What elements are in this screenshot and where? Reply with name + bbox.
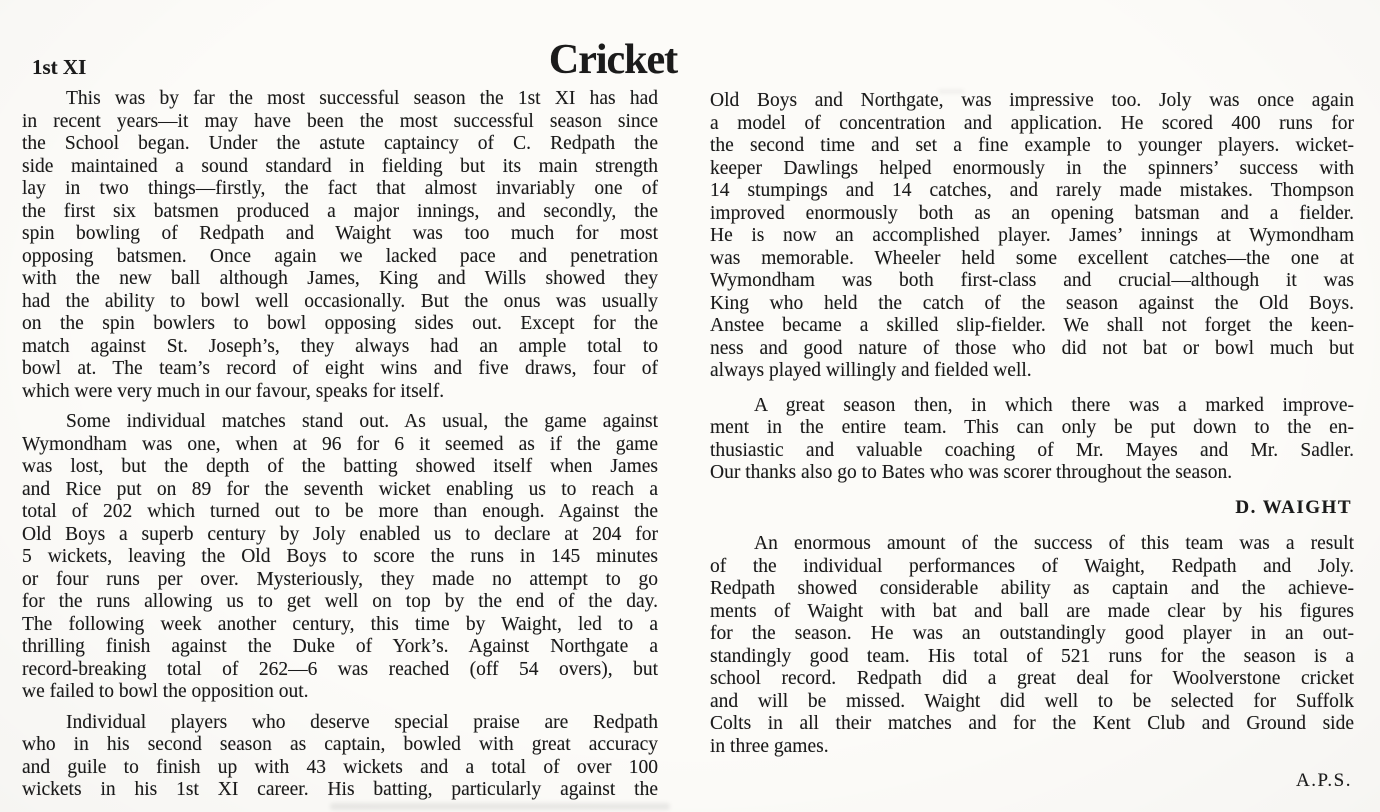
text-line: match against St. Joseph’s, they always had an ample total to (22, 335, 658, 357)
text-line: 14 stumpings and 14 catches, and rarely made mistakes. Thompson (710, 180, 1354, 201)
text-line: opposing batsmen. Once again we lacked pace and penetration (22, 245, 658, 267)
text-line: with the new ball although James, King and Wills showed they (22, 268, 658, 289)
text-line: lay in two things—firstly, the fact that almost invariably one of (22, 178, 658, 199)
text-line: had the ability to bowl well occasionally. But the onus was usually (22, 290, 658, 312)
text-line: the School began. Under the astute captaincy of C. Redpath the (22, 133, 658, 154)
text-line: a model of concentration and application. He scored 400 runs for (710, 112, 1354, 134)
text-line: Some individual matches stand out. As usual, the game against (66, 411, 658, 432)
text-line: and guile to finish up with 43 wickets and a total of over 100 (22, 756, 658, 778)
text-line: A great season then, in which there was a marked improve- (754, 394, 1354, 416)
text-line: Our thanks also go to Bates who was scorer throughout the season. (710, 462, 1233, 483)
text-line: Redpath showed considerable ability as captain and the achieve- (710, 578, 1354, 599)
paragraph (710, 90, 1354, 383)
text-line: for the runs allowing us to get well on top by the end of the day. (22, 591, 658, 612)
text-line: An enormous amount of the success of this team was a result (754, 533, 1354, 554)
text-line: thusiastic and valuable coaching of Mr. Mayes and Mr. Sadler. (710, 439, 1354, 461)
text-line: was memorable. Wheeler held some excellent catches—the one at (710, 247, 1354, 269)
text-line: total of 202 which turned out to be more than enough. Against the (22, 501, 658, 522)
text-line: King who held the catch of the season against the Old Boys. (710, 292, 1354, 314)
section-heading: 1st XI (32, 55, 87, 79)
text-line: always played willingly and fielded well. (710, 360, 1032, 381)
text-line: and will be missed. Waight did well to be selected for Suffolk (710, 690, 1354, 712)
text-line: on the spin bowlers to bowl opposing sides out. Except for the (22, 313, 658, 334)
text-line: Old Boys a superb century by Joly enabled us to declare at 204 for (22, 523, 658, 545)
text-line: who in his second season as captain, bowled with great accuracy (22, 734, 658, 755)
text-line: bowl at. The team’s record of eight wins and five draws, four of (22, 358, 658, 379)
text-line: Colts in all their matches and for the Kent Club and Ground side (710, 713, 1354, 734)
text-line: 5 wickets, leaving the Old Boys to score the runs in 145 minutes (22, 546, 658, 567)
signature: D. WAIGHT (1235, 496, 1352, 518)
text-line: which were very much in our favour, speaks for itself. (22, 380, 445, 402)
paragraph (22, 88, 658, 403)
text-line: side maintained a sound standard in fielding but its main strength (22, 155, 658, 177)
page-title: Cricket (548, 37, 678, 84)
text-line: and Rice put on 89 for the seventh wicket enabling us to reach a (22, 478, 658, 500)
text-line: Anstee became a skilled slip-fielder. We shall not forget the keen- (710, 315, 1354, 336)
text-line: ness and good nature of those who did not bat or bowl much but (710, 337, 1354, 359)
text-line: of the individual performances of Waight, Redpath and Joly. (710, 555, 1354, 577)
text-line: was lost, but the depth of the batting showed itself when James (22, 456, 658, 477)
text-line: in three games. (710, 735, 829, 757)
text-line: This was by far the most successful season the 1st XI has had (66, 88, 658, 109)
text-line: keeper Dawlings helped enormously in the spinners’ success with (710, 157, 1354, 179)
text-line: or four runs per over. Mysteriously, they made no attempt to go (22, 568, 658, 590)
text-line: improved enormously both as an opening batsman and a fielder. (710, 202, 1354, 224)
text-line: He is now an accomplished player. James’ innings at Wymondham (710, 225, 1354, 246)
text-line: we failed to bowl the opposition out. (22, 681, 309, 702)
text-line: Old Boys and Northgate, was impressive too. Joly was once again (710, 90, 1354, 111)
text-column-right (710, 90, 1354, 807)
text-line: Individual players who deserve special praise are Redpath (66, 711, 658, 733)
paragraph (710, 395, 1354, 485)
text-line: thrilling finish against the Duke of York’s. Against Northgate a (22, 636, 658, 657)
text-line: record-breaking total of 262—6 was reached (off 54 overs), but (22, 658, 658, 680)
text-line: ments of Waight with bat and ball are made clear by his figures (710, 600, 1354, 622)
text-column-left (22, 88, 658, 810)
text-line: in recent years—it may have been the most successful season since (22, 110, 658, 132)
text-line: Wymondham was both first-class and crucial—although it was (710, 270, 1354, 291)
signature: A.P.S. (1296, 770, 1352, 791)
text-line: The following week another century, this time by Waight, led to a (22, 613, 658, 635)
text-line: spin bowling of Redpath and Waight was too much for most (22, 223, 658, 244)
text-line: the first six batsmen produced a major innings, and secondly, the (22, 200, 658, 222)
text-line: wickets in his 1st XI career. His batting, particularly against the (22, 779, 658, 800)
text-line: ment in the entire team. This can only be put down to the en- (710, 417, 1354, 438)
text-line: standingly good team. His total of 521 runs for the season is a (710, 645, 1354, 667)
paragraph (22, 411, 658, 704)
paragraph (22, 712, 658, 802)
paragraph (710, 533, 1354, 758)
text-line: Wymondham was one, when at 96 for 6 it seemed as if the game (22, 433, 658, 455)
text-line: for the season. He was an outstandingly good player in an out- (710, 623, 1354, 644)
text-line: the second time and set a fine example to younger players. wicket- (710, 135, 1354, 156)
text-line: school record. Redpath did a great deal for Woolverstone cricket (710, 668, 1354, 689)
